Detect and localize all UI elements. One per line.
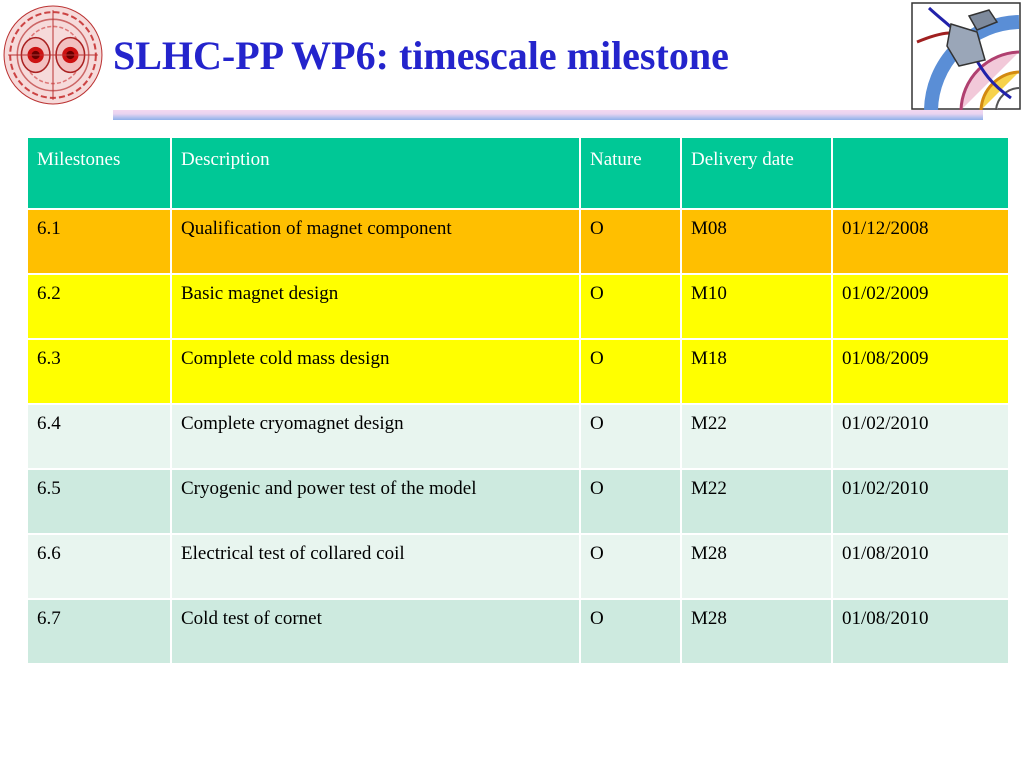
table-header-row <box>27 137 1009 209</box>
milestone-id: 6.4 <box>27 404 171 469</box>
header-description: Description <box>171 137 580 209</box>
lhc-logo-icon <box>2 4 104 106</box>
milestone-date: 01/02/2009 <box>832 274 1009 339</box>
slide-title: SLHC-PP WP6: timescale milestone <box>113 33 729 78</box>
milestone-id: 6.2 <box>27 274 171 339</box>
milestone-nature: O <box>580 209 681 274</box>
milestones-table <box>26 136 1010 665</box>
milestone-delivery: M22 <box>681 469 832 534</box>
milestone-nature: O <box>580 404 681 469</box>
milestone-date: 01/12/2008 <box>832 209 1009 274</box>
milestone-nature: O <box>580 469 681 534</box>
header-date <box>832 137 1009 209</box>
table-row <box>27 274 1009 339</box>
milestone-id: 6.3 <box>27 339 171 404</box>
milestone-date: 01/02/2010 <box>832 404 1009 469</box>
table-row <box>27 469 1009 534</box>
header-milestones: Milestones <box>27 137 171 209</box>
milestone-description: Cryogenic and power test of the model <box>171 469 580 534</box>
milestone-nature: O <box>580 534 681 599</box>
milestone-id: 6.5 <box>27 469 171 534</box>
header-nature: Nature <box>580 137 681 209</box>
title-divider <box>113 110 983 120</box>
milestone-delivery: M10 <box>681 274 832 339</box>
table-row <box>27 599 1009 664</box>
milestone-date: 01/08/2010 <box>832 599 1009 664</box>
milestone-id: 6.6 <box>27 534 171 599</box>
milestone-delivery: M28 <box>681 599 832 664</box>
milestone-date: 01/08/2010 <box>832 534 1009 599</box>
milestone-description: Cold test of cornet <box>171 599 580 664</box>
milestone-date: 01/08/2009 <box>832 339 1009 404</box>
table-row <box>27 404 1009 469</box>
table-row <box>27 209 1009 274</box>
magnet-crosssection-icon <box>911 2 1021 110</box>
milestone-description: Basic magnet design <box>171 274 580 339</box>
milestone-delivery: M18 <box>681 339 832 404</box>
table-row <box>27 534 1009 599</box>
header-delivery-date: Delivery date <box>681 137 832 209</box>
milestone-nature: O <box>580 599 681 664</box>
milestone-date: 01/02/2010 <box>832 469 1009 534</box>
table-row <box>27 339 1009 404</box>
milestone-delivery: M08 <box>681 209 832 274</box>
milestone-nature: O <box>580 339 681 404</box>
milestone-description: Qualification of magnet component <box>171 209 580 274</box>
milestone-delivery: M22 <box>681 404 832 469</box>
milestone-delivery: M28 <box>681 534 832 599</box>
milestone-description: Complete cold mass design <box>171 339 580 404</box>
milestone-id: 6.1 <box>27 209 171 274</box>
milestone-id: 6.7 <box>27 599 171 664</box>
milestone-description: Electrical test of collared coil <box>171 534 580 599</box>
milestone-nature: O <box>580 274 681 339</box>
milestone-description: Complete cryomagnet design <box>171 404 580 469</box>
